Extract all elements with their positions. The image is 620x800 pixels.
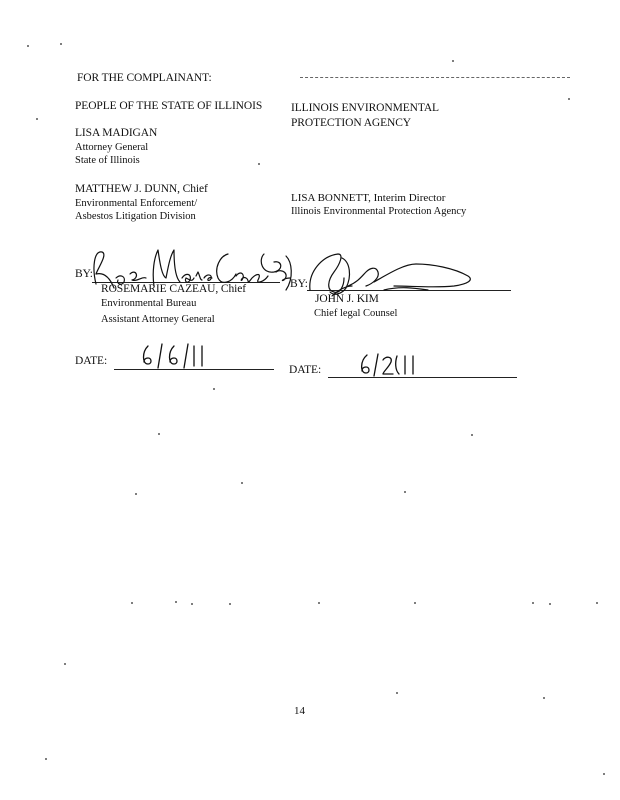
scan-speck	[404, 491, 406, 493]
left-signer-bureau: Environmental Bureau	[101, 298, 197, 309]
right-date-handwritten	[355, 352, 421, 378]
left-signer-title: Assistant Attorney General	[101, 314, 215, 325]
scan-speck	[191, 603, 193, 605]
director-name: LISA BONNETT, Interim Director	[291, 192, 446, 204]
right-by-label: BY:	[290, 278, 308, 290]
scan-speck	[318, 602, 320, 604]
scan-speck	[241, 482, 243, 484]
complainant-heading: FOR THE COMPLAINANT:	[77, 72, 212, 84]
scan-speck	[158, 433, 160, 435]
attorney-general-title: Attorney General	[75, 142, 149, 153]
scan-speck	[603, 773, 605, 775]
left-by-label: BY:	[75, 268, 93, 280]
scan-speck	[60, 43, 62, 45]
director-agency: Illinois Environmental Protection Agency	[291, 206, 467, 217]
attorney-general-state: State of Illinois	[75, 155, 140, 166]
scan-speck	[64, 663, 66, 665]
scan-speck	[568, 98, 570, 100]
scan-speck	[414, 602, 416, 604]
scan-speck	[452, 60, 454, 62]
left-signer-name: ROSEMARIE CAZEAU, Chief	[101, 283, 246, 295]
right-date-label: DATE:	[289, 364, 322, 376]
attorney-general-name: LISA MADIGAN	[75, 127, 158, 139]
scan-speck	[471, 434, 473, 436]
scan-speck	[27, 45, 29, 47]
scan-speck	[36, 118, 38, 120]
scan-speck	[135, 493, 137, 495]
scan-speck	[175, 601, 177, 603]
left-date-label: DATE:	[75, 355, 108, 367]
page-number: 14	[294, 705, 305, 717]
scan-speck	[396, 692, 398, 694]
header-dashed-rule	[300, 77, 570, 78]
right-signer-title: Chief legal Counsel	[314, 308, 398, 319]
scan-speck	[131, 602, 133, 604]
scan-speck	[549, 603, 551, 605]
scan-speck	[213, 388, 215, 390]
agency-name-line2: PROTECTION AGENCY	[291, 117, 412, 129]
chief-division-line1: Environmental Enforcement/	[75, 198, 198, 209]
scan-speck	[229, 603, 231, 605]
left-date-handwritten	[138, 342, 210, 370]
scan-speck	[532, 602, 534, 604]
scan-speck	[258, 163, 260, 165]
scan-speck	[596, 602, 598, 604]
scan-speck	[45, 758, 47, 760]
chief-division-line2: Asbestos Litigation Division	[75, 211, 196, 222]
party-name: PEOPLE OF THE STATE OF ILLINOIS	[75, 100, 263, 112]
agency-name-line1: ILLINOIS ENVIRONMENTAL	[291, 102, 439, 114]
scan-speck	[543, 697, 545, 699]
right-signer-name: JOHN J. KIM	[315, 293, 379, 305]
chief-name: MATTHEW J. DUNN, Chief	[75, 183, 208, 195]
